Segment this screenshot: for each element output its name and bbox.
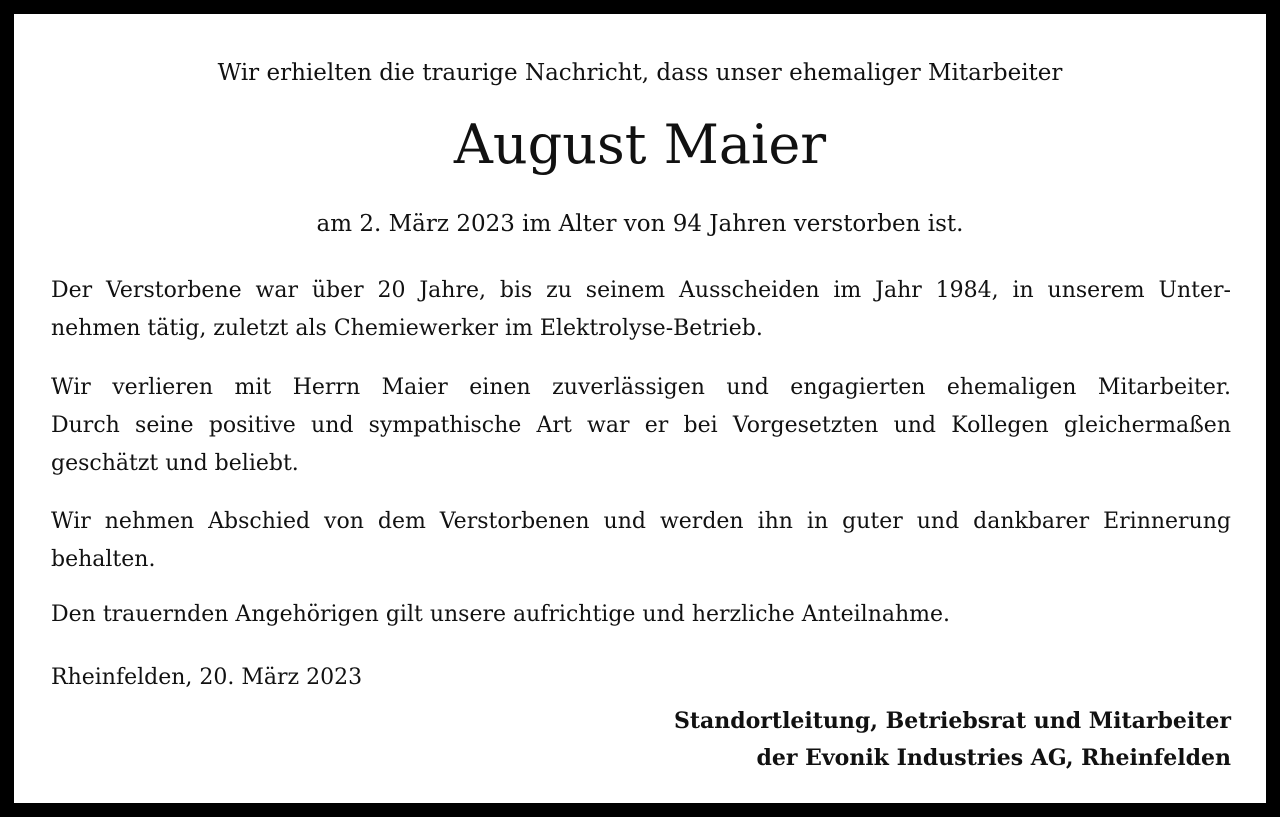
paragraph-condolence xyxy=(51,596,1231,634)
signature-block xyxy=(674,703,1231,777)
death-date-line: am 2. März 2023 im Alter von 94 Jahren verstorben ist. xyxy=(316,211,964,237)
signature-line: der Evonik Industries AG, Rheinfelden xyxy=(756,745,1231,771)
paragraph-career xyxy=(51,272,1231,348)
paragraph-line: behalten. xyxy=(51,547,156,572)
paragraph-line: nehmen tätig, zuletzt als Chemiewerker im Elektrolyse-Betrieb. xyxy=(51,316,763,341)
paragraph-line: Den trauernden Angehörigen gilt unsere aufrichtige und herzliche Anteilnahme. xyxy=(51,602,951,627)
paragraph-line: Wir verlieren mit Herrn Maier einen zuverlässigen und engagierten ehemaligen Mitarbeiter. xyxy=(51,375,1231,400)
deceased-name: August Maier xyxy=(453,113,827,176)
place-and-date: Rheinfelden, 20. März 2023 xyxy=(51,665,363,690)
intro-line: Wir erhielten die traurige Nachricht, dass unser ehemaliger Mitarbeiter xyxy=(217,60,1063,86)
paragraph-character xyxy=(51,369,1231,483)
paragraph-line: Durch seine positive und sympathische Art war er bei Vorgesetzten und Kollegen gleichermaßen xyxy=(51,413,1231,438)
paragraph-line: Wir nehmen Abschied von dem Verstorbenen und werden ihn in guter und dankbarer Erinnerung xyxy=(51,509,1231,534)
paragraph-farewell xyxy=(51,503,1231,579)
paragraph-line: geschätzt und beliebt. xyxy=(51,451,299,476)
paragraph-line: Der Verstorbene war über 20 Jahre, bis zu seinem Ausscheiden im Jahr 1984, in unserem Unter- xyxy=(51,278,1231,303)
signature-line: Standortleitung, Betriebsrat und Mitarbeiter xyxy=(673,708,1231,734)
obituary-notice xyxy=(14,14,1266,803)
